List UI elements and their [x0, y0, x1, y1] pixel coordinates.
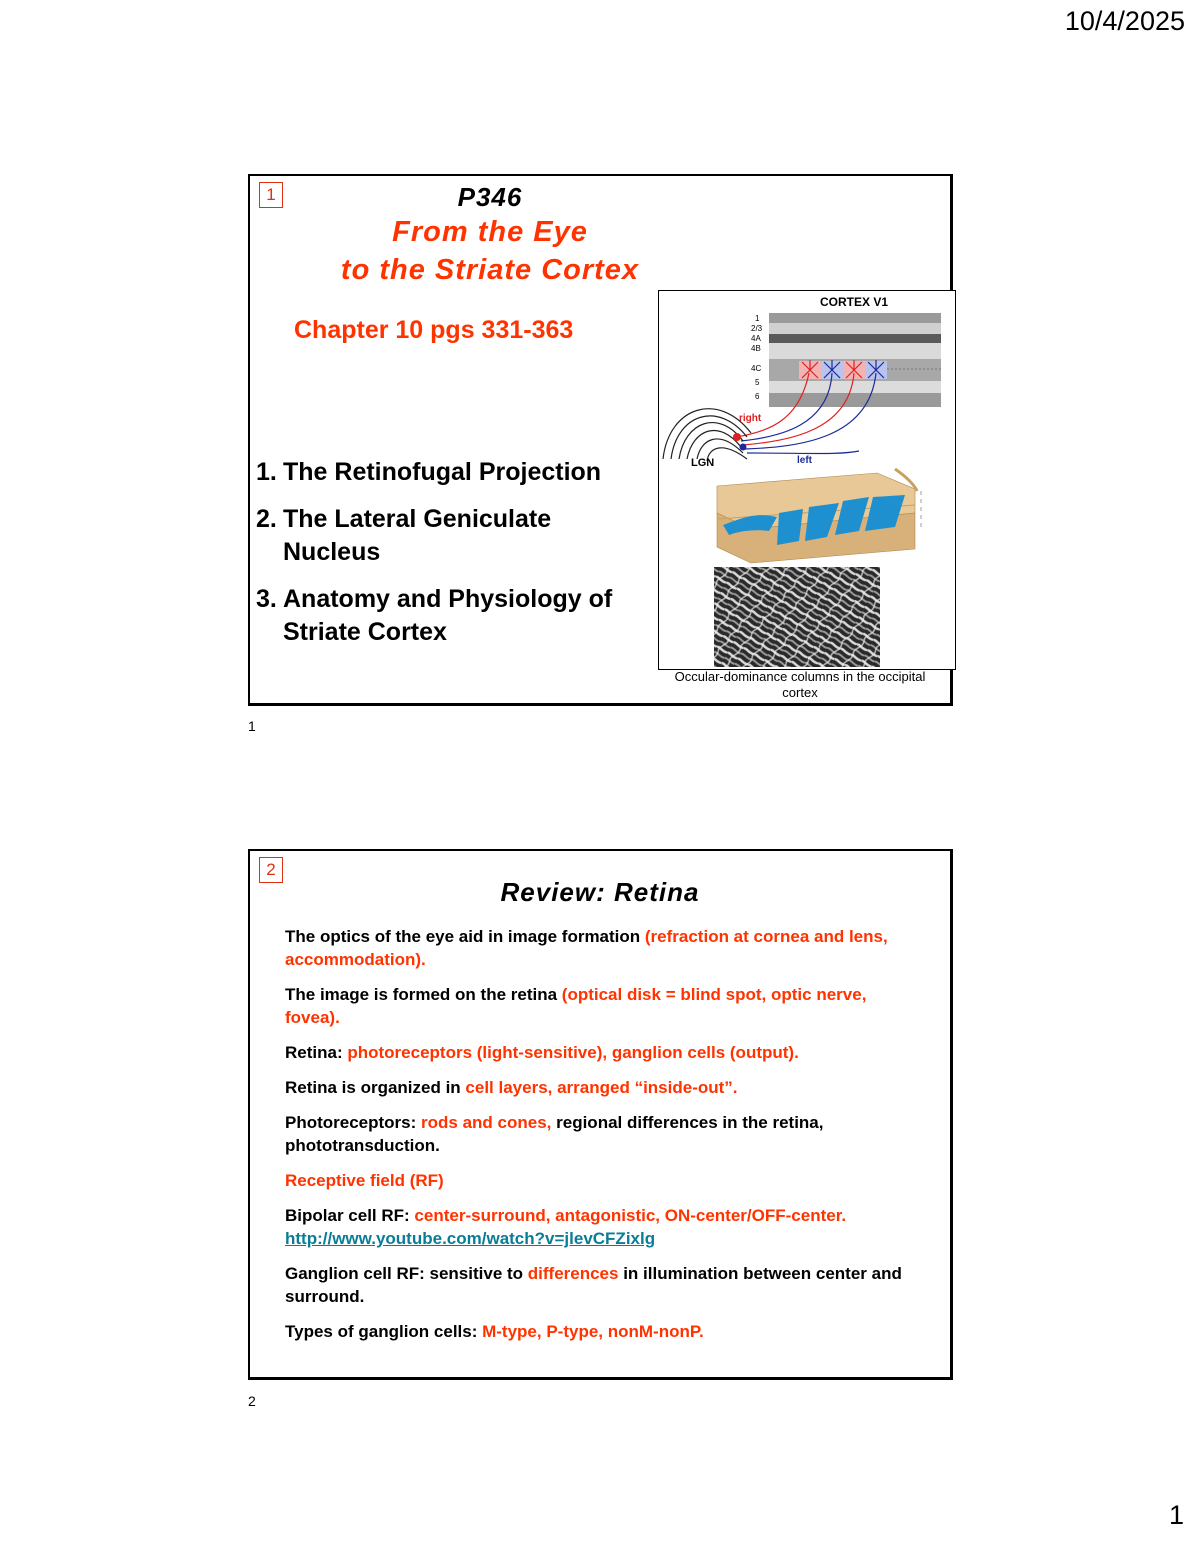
topic-line: Nucleus	[283, 538, 381, 566]
bullet-paragraph	[285, 1169, 915, 1192]
left-eye-projection	[747, 451, 859, 454]
slide-title-line-2: to the Striate Cortex	[340, 254, 640, 286]
text-span: regional differences in the retina, phototransduction.	[285, 1113, 824, 1155]
highlight-span: rods and cones,	[421, 1113, 552, 1132]
highlight-span: cell layers, arranged “inside-out”.	[465, 1078, 738, 1097]
bullet-paragraph	[285, 1076, 915, 1099]
slide-body	[285, 925, 915, 1355]
highlight-span: M-type, P-type, nonM-nonP.	[482, 1322, 704, 1341]
bullet-paragraph	[285, 983, 915, 1029]
layer-band	[769, 334, 941, 343]
topic-line: The Retinofugal Projection	[283, 458, 602, 486]
layer-label: 4A	[751, 334, 761, 343]
course-code: P346	[457, 182, 523, 212]
layer-band	[769, 343, 941, 359]
layer-label: 4C	[751, 364, 762, 373]
topic-item	[256, 456, 656, 489]
slide-tag: 2	[259, 857, 283, 883]
topic-text	[283, 503, 551, 569]
topic-line: Anatomy and Physiology of	[283, 585, 613, 613]
highlight-span: (optical disk = blind spot, optic nerve, fovea).	[285, 985, 867, 1027]
bullet-paragraph	[285, 1320, 915, 1343]
cortex-figure	[658, 290, 956, 670]
topic-number: 3.	[256, 585, 277, 613]
cortex-v1-diagram	[659, 291, 955, 669]
youtube-link[interactable]: http://www.youtube.com/watch?v=jlevCFZixlg	[285, 1229, 656, 1248]
topic-item	[256, 583, 656, 649]
text-span: in illumination between center and surround.	[285, 1264, 902, 1306]
right-label: right	[739, 413, 762, 424]
layer-band	[769, 313, 941, 323]
figure-caption: Occular-dominance columns in the occipital cortex	[674, 669, 926, 700]
highlight-span: center-surround, antagonistic, ON-center/OFF-center.	[414, 1206, 847, 1225]
slide-title-line-1: From the Eye	[392, 216, 588, 248]
topic-text	[283, 583, 612, 649]
bullet-paragraph	[285, 1262, 915, 1308]
topic-list	[256, 456, 656, 663]
layer-label: 4B	[751, 344, 761, 353]
highlight-span: (refraction at cornea and lens, accommodation).	[285, 927, 888, 969]
layer-label: 5	[755, 378, 760, 387]
text-span: The optics of the eye aid in image formation	[285, 927, 645, 946]
topic-item	[256, 503, 656, 569]
ocular-column	[777, 509, 803, 545]
topic-text	[283, 456, 601, 489]
layer-label: 1	[755, 314, 760, 323]
highlight-span: photoreceptors (light-sensitive), ganglion cells (output).	[347, 1043, 799, 1062]
bullet-paragraph	[285, 925, 915, 971]
text-span: Bipolar cell RF:	[285, 1206, 415, 1225]
text-span: The image is formed on the retina	[285, 985, 562, 1004]
topic-line: Striate Cortex	[283, 618, 447, 646]
layer-labels	[751, 314, 763, 401]
slide-tag: 1	[259, 182, 283, 208]
highlight-span: differences	[527, 1264, 619, 1283]
layer-band	[769, 381, 941, 393]
chapter-reference: Chapter 10 pgs 331-363	[294, 316, 574, 344]
lgn-cell	[740, 444, 747, 451]
slide-title: Review: Retina	[500, 877, 700, 907]
layer-band	[769, 323, 941, 334]
layer-label: 2/3	[751, 324, 763, 333]
slide-2	[248, 849, 953, 1380]
slide-number: 1	[248, 718, 256, 734]
topic-line: The Lateral Geniculate	[283, 505, 552, 533]
topic-number: 1.	[256, 458, 277, 486]
left-label: left	[797, 455, 812, 466]
text-span: Types of ganglion cells:	[285, 1322, 483, 1341]
ocular-dominance-photo-overlay	[714, 567, 880, 667]
figure-title: CORTEX V1	[819, 295, 889, 309]
header-date: 10/4/2025	[1064, 6, 1185, 36]
text-span: Retina is organized in	[285, 1078, 466, 1097]
topic-number: 2.	[256, 505, 277, 533]
slide-number: 2	[248, 1393, 256, 1409]
page-number: 1	[1168, 1500, 1184, 1530]
bullet-paragraph	[285, 1111, 915, 1157]
lgn-cell	[733, 433, 741, 441]
lgn-label: LGN	[691, 457, 715, 469]
text-span: Photoreceptors:	[285, 1113, 422, 1132]
text-span: Retina:	[285, 1043, 348, 1062]
layer-band	[769, 393, 941, 407]
layer-label: 6	[755, 392, 760, 401]
bullet-paragraph	[285, 1204, 915, 1250]
highlight-span: Receptive field (RF)	[285, 1171, 444, 1190]
bullet-paragraph	[285, 1041, 915, 1064]
text-span: Ganglion cell RF: sensitive to	[285, 1264, 528, 1283]
